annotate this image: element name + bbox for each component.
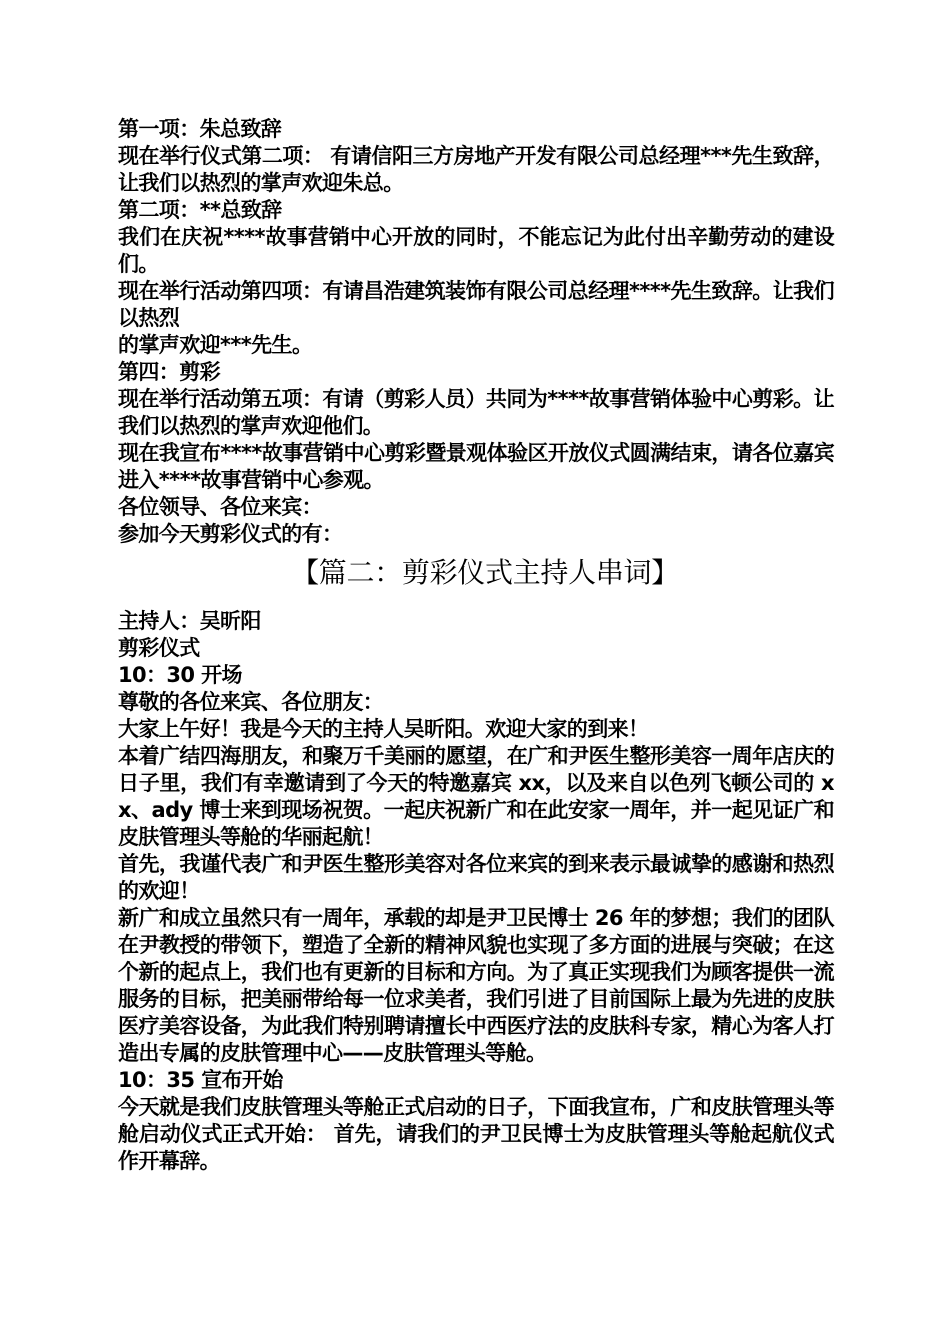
host-name: 主持人：吴昕阳 <box>118 609 261 633</box>
guests-address: 各位领导、各位来宾： <box>118 495 322 519</box>
closing-announcement: 现在我宣布****故事营销中心剪彩暨景观体验区开放仪式圆满结束，请各位嘉宾 进入****故事营销中心参观。 <box>118 441 834 492</box>
document-page <box>118 116 834 1175</box>
item-two-announcement: 现在举行仪式第二项： 有请信阳三方房地产开发有限公司总经理***先生致辞，让我们以热烈的掌声欢迎朱总。 <box>118 144 834 195</box>
ceremony-title: 剪彩仪式 <box>118 636 200 660</box>
item-four-announcement: 现在举行活动第四项：有请昌浩建筑装饰有限公司总经理****先生致辞。让我们以热烈 <box>118 279 834 330</box>
greeting-line: 尊敬的各位来宾、各位朋友： <box>118 690 384 714</box>
welcome-line: 大家上午好！我是今天的主持人吴昕阳。欢迎大家的到来！ <box>118 717 649 741</box>
item-two-line: 第二项：**总致辞 <box>118 198 282 222</box>
attendees-line: 参加今天剪彩仪式的有： <box>118 522 343 546</box>
ribbon-cutting-line: 第四：剪彩 <box>118 360 220 384</box>
construction-thanks: 我们在庆祝****故事营销中心开放的同时，不能忘记为此付出辛勤劳动的建设们。 <box>118 225 834 276</box>
section-heading: 【篇二：剪彩仪式主持人串词】 <box>291 556 679 589</box>
applause-line: 的掌声欢迎***先生。 <box>118 333 313 357</box>
time-opening: 10：30 开场 <box>118 663 242 687</box>
paragraph-launch: 今天就是我们皮肤管理头等舱正式启动的日子，下面我宣布，广和皮肤管理头等舱启动仪式正式开始： 首先，请我们的尹卫民博士为皮肤管理头等舱起航仪式作开幕辞。 <box>118 1095 834 1173</box>
time-announce: 10：35 宣布开始 <box>118 1068 283 1092</box>
paragraph-intro: 本着广结四海朋友，和聚万千美丽的愿望，在广和尹医生整形美容一周年店庆的日子里，我们有幸邀请到了今天的特邀嘉宾 xx，以及来自以色列飞顿公司的 xx、ady 博士来到现场祝贺。一起庆祝新广和在此安家一周年，并一起见证广和皮肤管理头等舱的华丽起航！ <box>118 744 834 849</box>
paragraph-history: 新广和成立虽然只有一周年，承载的却是尹卫民博士 26 年的梦想；我们的团队在尹教授的带领下，塑造了全新的精神风貌也实现了多方面的进展与突破；在这个新的起点上，我们也有更新的目标和方向。为了真正实现我们为顾客提供一流服务的目标，把美丽带给每一位求美者，我们引进了目前国际上最为先进的皮肤医疗美容设备，为此我们特别聘请擅长中西医疗法的皮肤科专家，精心为客人打造出专属的皮肤管理中心——皮肤管理头等舱。 <box>118 906 834 1065</box>
paragraph-thanks: 首先，我谨代表广和尹医生整形美容对各位来宾的到来表示最诚挚的感谢和热烈的欢迎！ <box>118 852 834 903</box>
item-one-line: 第一项：朱总致辞 <box>118 117 282 141</box>
item-five-announcement: 现在举行活动第五项：有请（剪彩人员）共同为****故事营销体验中心剪彩。让我们以热烈的掌声欢迎他们。 <box>118 387 834 438</box>
